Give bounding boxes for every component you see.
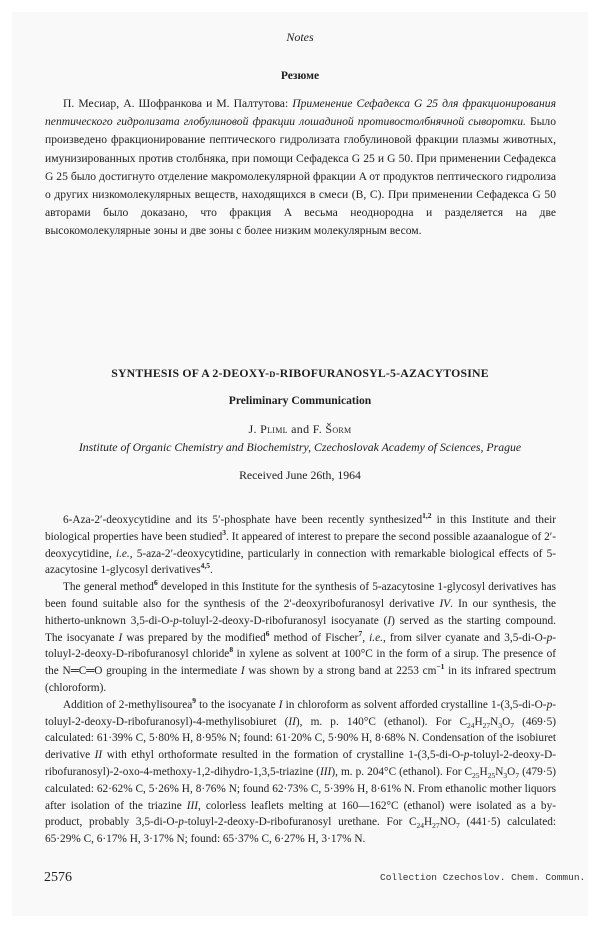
article-title: SYNTHESIS OF A 2-DEOXY-D-RIBOFURANOSYL-5-AZACYTOSINE <box>111 366 489 380</box>
resume-authors: П. Месиар, А. Шофранкова и М. Палтутова: <box>63 97 289 110</box>
reference-marker: 6 <box>153 578 158 588</box>
resume-paragraph <box>45 95 556 241</box>
reference-marker: 6 <box>265 628 270 638</box>
reference-marker: 7 <box>358 628 363 638</box>
running-head: Notes <box>286 30 314 44</box>
author-sorm: Šorm <box>325 422 352 436</box>
author-pliml: Pliml <box>260 422 288 436</box>
reference-marker: 8 <box>229 645 234 655</box>
body-paragraph-2: The general method$^6$ developed in this Institute for the synthesis of 5-azacytosine 1-glycosyl derivatives has been found suitable also for the synthesis of the 2′-deoxyribofuranosyl derivative IV. In our synthesis, the hitherto-unknown 3,5-di-O-p-toluyl-2-deoxy-D-ribofuranosyl isocyanate (I) served as the starting compound. The isocyanate I was prepared by the modified$^6$ method of Fischer$^7$, i.e., from silver cyanate and 3,5-di-O-p-toluyl-2-deoxy-D-ribofuranosyl chloride$^8$ in xylene as solvent at 100°C in the form of a sirup. The presence of the N═C═O grouping in the intermediate I was shown by a strong band at 2253 $cm^{-1}$ in its infrared spectrum (chloroform). <box>45 578 557 694</box>
affiliation: Institute of Organic Chemistry and Biochemistry, Czechoslovak Academy of Sciences, Prague <box>78 440 522 454</box>
reference-marker: 3 <box>222 527 227 537</box>
reference-marker: 1,2 <box>422 511 432 520</box>
resume-paper-title: Применение Сефадекса G 25 для фракционирования пептического гидролизата глобулиновой фракции лошадиной противостолбнячной сыворотки. <box>45 97 556 129</box>
received-date: Received June 26th, 1964 <box>239 468 361 482</box>
article-subtitle: Preliminary Communication <box>228 394 372 407</box>
reference-marker: 9 <box>192 695 196 705</box>
resume-text: Было произведено фракционирование пептического гидролизата глобулиновой фракции плазмы животных, имунизированных против столбняка, при помощи Сефадекса G 25 и G 50. При применении Сефадекса G 25 было достигнуто отделение макромолекулярной фракции A от продуктов пептического гидролиза о других низкомолекулярных веществ, находящихся в смеси (B, C). При применении Сефадекса G 50 авторами было доказано, что фракция A весьма неоднородна и разделяется на две высокомолекулярные зоны и две зоны с более низким молекулярным весом. <box>45 115 556 238</box>
body-paragraph-1: 6-Aza-2′-deoxycytidine and its 5′-phosphate have been recently synthesized$^{1,2}$ in this Institute and their biological properties have been studied$^3$. It appeared of interest to prepare the second possible azaanalogue of 2′-deoxycytidine, i.e., 5-aza-2′-deoxycytidine, particularly in connection with remarkable biological effects of 5-azacytosine 1-glycosyl derivatives$^{4,5}$. <box>45 511 556 577</box>
article-body <box>45 512 556 848</box>
page-number: 2576 <box>44 870 72 885</box>
authors: J. Pliml and F. Šorm <box>248 422 352 436</box>
resume-title: Резюме <box>280 70 320 82</box>
journal-name: Collection Czechoslov. Chem. Commun. <box>380 872 586 883</box>
body-paragraph-3: Addition of 2-methylisourea$^9$ to the isocyanate I in chloroform as solvent afforded crystalline 1-(3,5-di-O-p-toluyl-2-deoxy-D-ribofuranosyl)-4-methylisobiuret (II), m. p. 140°C (ethanol). For $C_{24}H_{27}N_3O_7$ (469·5) calculated: 61·39% C, 5·80% H, 8·95% N; found: 61·20% C, 5·90% H, 8·68% N. Condensation of the isobiuret derivative II with ethyl orthoformate resulted in the formation of crystalline 1-(3,5-di-O-p-toluyl-2-deoxy-D-ribofuranosyl)-2-oxo-4-methoxy-1,2-dihydro-1,3,5-triazine (III), m. p. 204°C (ethanol). For $C_{25}H_{25}N_3O_7$ (479·5) calculated: 62·62% C, 5·26% H, 8·76% N; found 62·73% C, 5·39% H, 8·61% N. From ethanolic mother liquors after isolation of the triazine III, colorless leaflets melting at 160—162°C (ethanol) were isolated as a by-product, probably 3,5-di-O-p-toluyl-2-deoxy-D-ribofuranosyl urethane. For $C_{24}H_{27}NO_7$ (441·5) calculated: 65·29% C, 6·17% H, 3·17% N; found: 65·37% C, 6·27% H, 3·17% N. <box>45 695 556 846</box>
reference-marker: 4,5 <box>200 561 210 571</box>
